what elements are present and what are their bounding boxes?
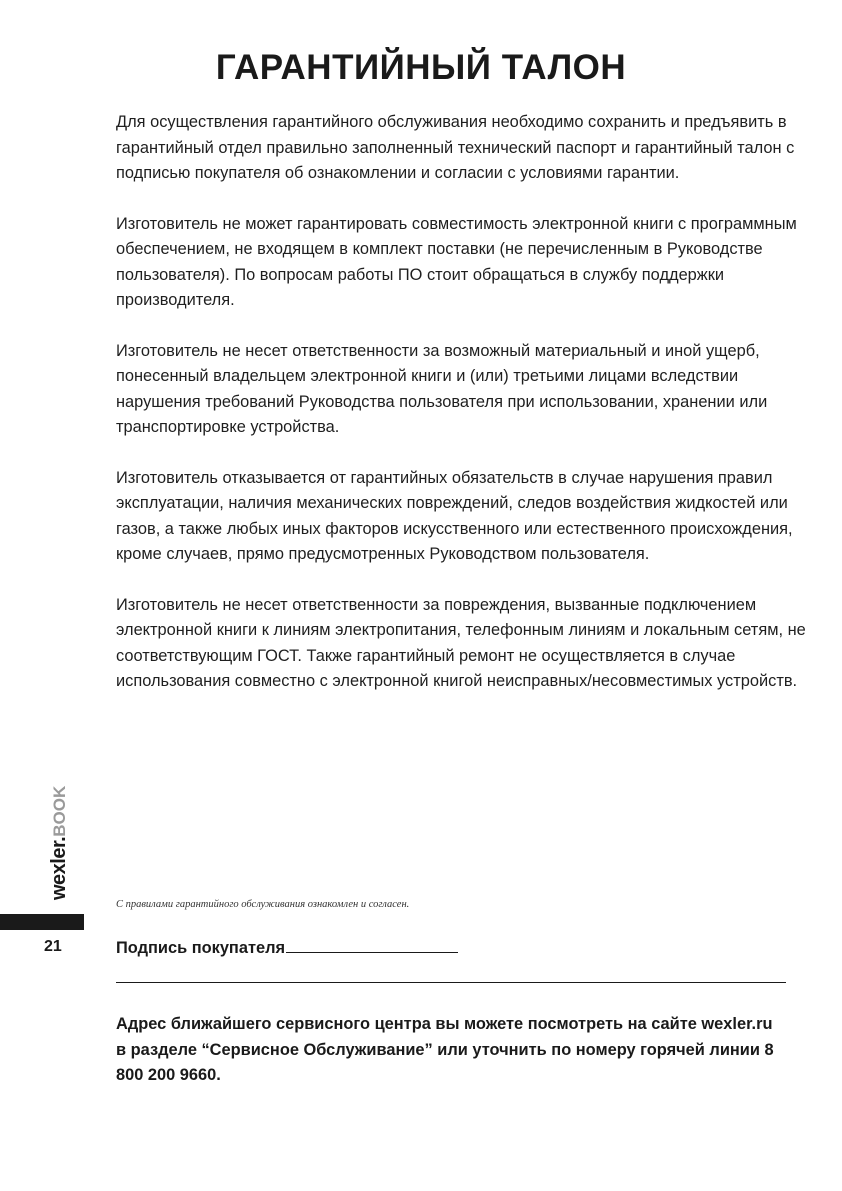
paragraph-damage: Изготовитель не несет ответственности за повреждения, вызванные подключением электронной книги к линиям электропитания, телефонным линиям и локальным сетям, не соответствующим ГОСТ. Также гарантийный ремонт не осуществляется в случае использования совместно с электронной книгой неисправных/несовместимых устройств.	[116, 595, 806, 690]
brand-logo	[46, 750, 72, 900]
brand-name: wexler	[48, 841, 70, 900]
acknowledgement-note: С правилами гарантийного обслуживания ознакомлен и согласен.	[116, 899, 410, 910]
paragraph-liability: Изготовитель не несет ответственности за возможный материальный и иной ущерб, понесенный владельцем электронной книги и (или) третьими лицами вследствии нарушения требований Руководства пользователя при использовании, хранении или транспортировке устройства.	[116, 341, 768, 436]
signature-label: Подпись покупателя	[116, 939, 286, 957]
page-marker-bar	[0, 914, 84, 930]
paragraph-compatibility: Изготовитель не может гарантировать совместимость электронной книги с программным обеспечением, не входящем в комплект поставки (не перечисленным в Руководстве пользователя). По вопросам работы ПО стоит обращаться в службу поддержки производителя.	[116, 214, 797, 309]
divider	[116, 982, 786, 983]
paragraph-refusal: Изготовитель отказывается от гарантийных обязательств в случае нарушения правил эксплуатации, наличия механических повреждений, следов воздействия жидкостей или газов, а также любых иных факторов искусственного или естественного происхождения, кроме случаев, прямо предусмотренных Руководством пользователя.	[116, 468, 793, 563]
brand-dot: .	[48, 836, 70, 842]
paragraph-storage: Для осуществления гарантийного обслуживания необходимо сохранить и предъявить в гарантийный отдел правильно заполненный технический паспорт и гарантийный талон с подписью покупателя об ознакомлении и согласии с условиями гарантии.	[116, 113, 795, 182]
page-title: ГАРАНТИЙНЫЙ ТАЛОН	[215, 48, 627, 87]
signature-line	[286, 934, 458, 953]
page-number: 21	[44, 938, 62, 955]
signature-field	[116, 934, 458, 958]
warranty-terms	[116, 110, 806, 720]
service-center-note: Адрес ближайшего сервисного центра вы можете посмотреть на сайте wexler.ru в разделе “Сервисное Обслуживание” или уточнить по номеру горячей линии 8 800 200 9660.	[116, 1015, 774, 1084]
brand-subtitle: BOOK	[50, 785, 69, 837]
